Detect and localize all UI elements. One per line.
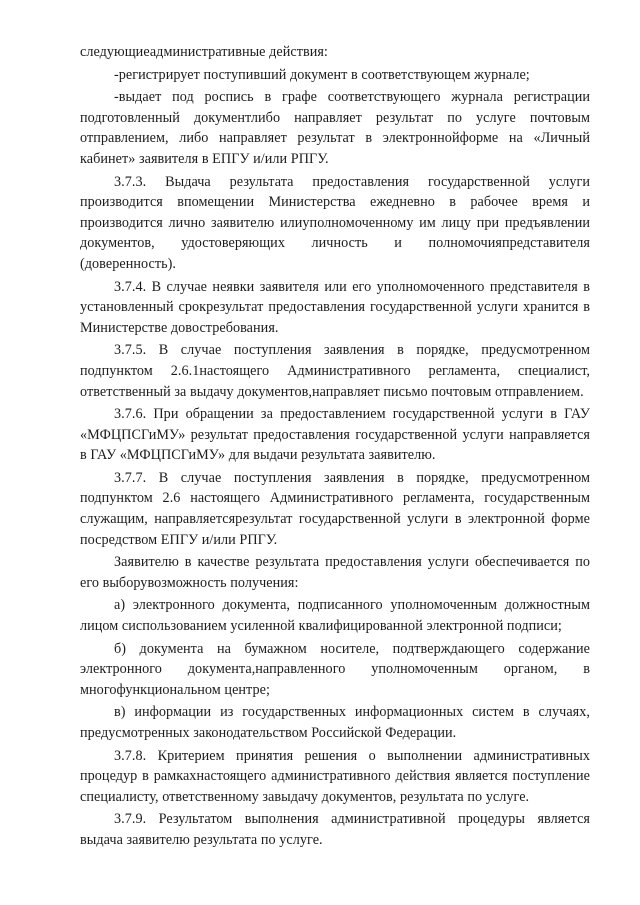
paragraph-issue: -выдает под роспись в графе соответствующего журнала регистрации подготовленный документлибо направляет результат по услуге почтовым отправлением, либо направляет результат в электроннойформе на «Личный кабинет» заявителя в ЕПГУ и/или РПГУ. <box>80 89 590 167</box>
paragraph-register: -регистрирует поступивший документ в соответствующем журнале; <box>114 66 530 83</box>
paragraph-3-7-5: 3.7.5. В случае поступления заявления в порядке, предусмотренном подпунктом 2.6.1настоящего Административного регламента, специалист, ответственный за выдачу документов,направляет письмо почтовым отправлением. <box>80 342 590 400</box>
paragraph-3-7-9: 3.7.9. Результатом выполнения административной процедуры является выдача заявителю результата по услуге. <box>80 811 590 848</box>
paragraph-3-7-4: 3.7.4. В случае неявки заявителя или его уполномоченного представителя в установленный срокрезультат предоставления государственной услуги хранится в Министерстве довостребования. <box>80 278 590 336</box>
paragraph-3-7-8: 3.7.8. Критерием принятия решения о выполнении административных процедур в рамкахнастоящего административного действия является поступление специалисту, ответственному завыдачу документов, результата по услуге. <box>80 747 590 805</box>
paragraph-intro: следующиеадминистративные действия: <box>80 44 328 60</box>
paragraph-result-options: Заявителю в качестве результата предоставления услуги обеспечивается по его выборувозможность получения: <box>80 554 590 591</box>
paragraph-3-7-7: 3.7.7. В случае поступления заявления в порядке, предусмотренном подпунктом 2.6 настоящего Административного регламента, государственным служащим, направляетсярезультат государственной услуги в электронной форме посредством ЕПГУ и/или РПГУ. <box>80 469 590 548</box>
paragraph-3-7-6: 3.7.6. При обращении за предоставлением государственной услуги в ГАУ «МФЦПСГиМУ» результат предоставления государственной услуги направляется в ГАУ «МФЦПСГиМУ» для выдачи результата заявителю. <box>80 406 590 464</box>
paragraph-option-c: в) информации из государственных информационных систем в случаях, предусмотренных законодательством Российской Федерации. <box>80 704 590 741</box>
paragraph-option-b: б) документа на бумажном носителе, подтверждающего содержание электронного документа,направленного уполномоченным органом, в многофункциональном центре; <box>80 640 590 698</box>
paragraph-3-7-3: 3.7.3. Выдача результата предоставления государственной услуги производится впомещении Министерства ежедневно в рабочее время и производится лично заявителю илиуполномоченному им лицу при предъявлении документов, удостоверяющих личность и полномочияпредставителя (доверенность). <box>80 173 590 272</box>
paragraph-option-a: а) электронного документа, подписанного уполномоченным должностным лицом сиспользованием усиленной квалифицированной электронной подписи; <box>80 597 590 635</box>
